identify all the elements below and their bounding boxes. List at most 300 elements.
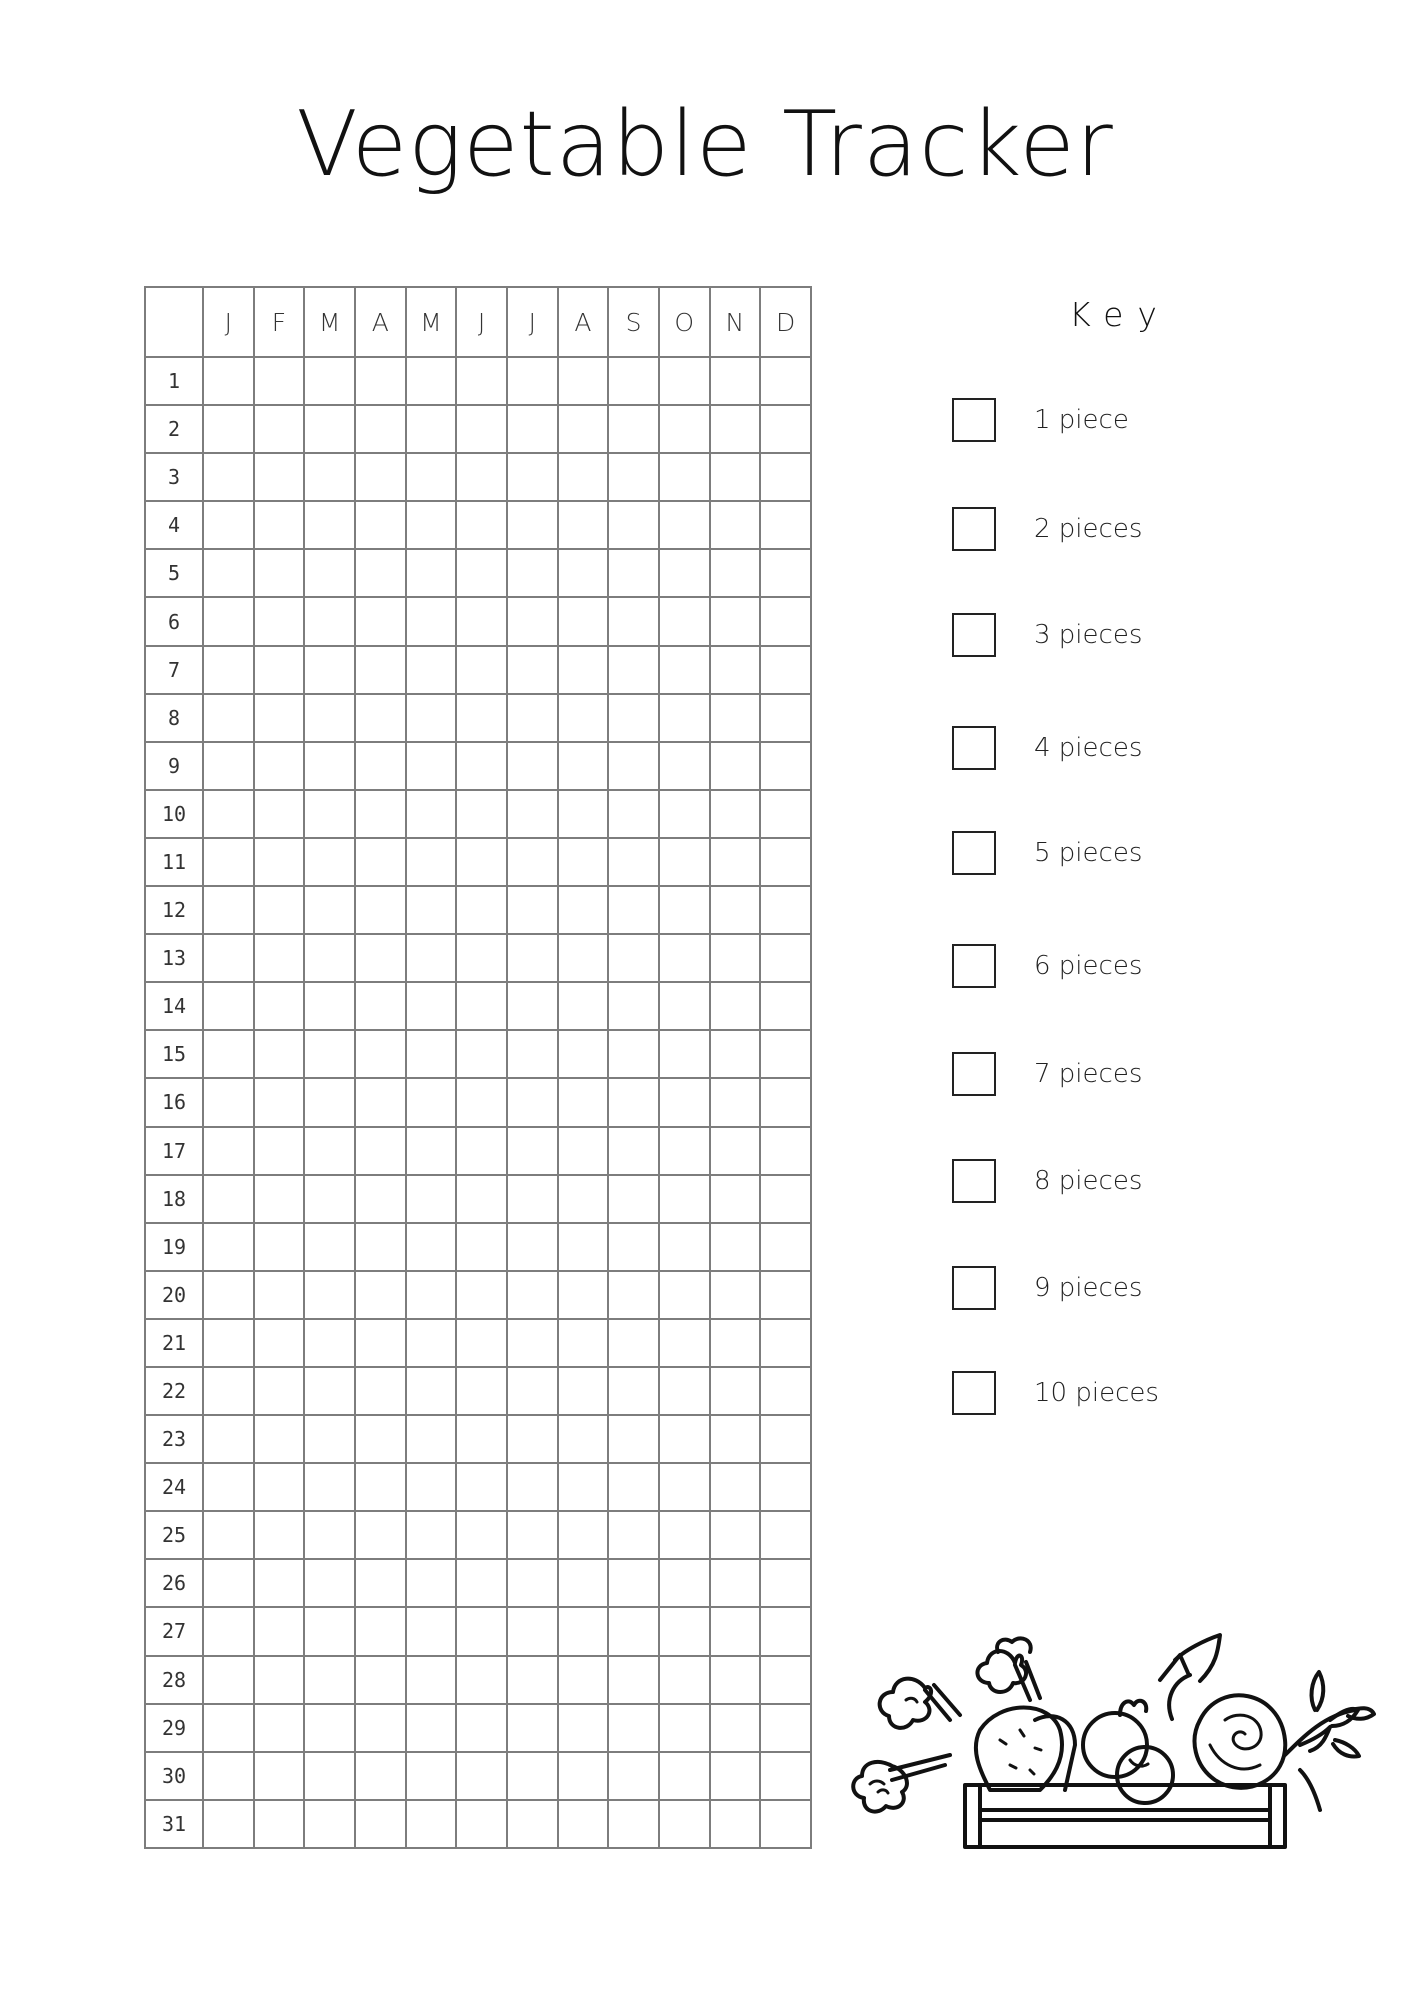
tracker-cell[interactable] <box>659 1415 710 1463</box>
tracker-cell[interactable] <box>456 1656 507 1704</box>
tracker-cell[interactable] <box>558 1656 609 1704</box>
tracker-cell[interactable] <box>304 790 355 838</box>
tracker-cell[interactable] <box>355 1511 406 1559</box>
tracker-cell[interactable] <box>558 1607 609 1655</box>
tracker-cell[interactable] <box>608 501 659 549</box>
tracker-cell[interactable] <box>558 1030 609 1078</box>
tracker-cell[interactable] <box>456 453 507 501</box>
tracker-cell[interactable] <box>710 1127 761 1175</box>
tracker-cell[interactable] <box>760 357 811 405</box>
tracker-cell[interactable] <box>203 453 254 501</box>
tracker-cell[interactable] <box>659 1078 710 1126</box>
tracker-cell[interactable] <box>355 1752 406 1800</box>
tracker-cell[interactable] <box>507 1367 558 1415</box>
tracker-cell[interactable] <box>608 742 659 790</box>
tracker-cell[interactable] <box>254 838 305 886</box>
tracker-cell[interactable] <box>710 1030 761 1078</box>
tracker-cell[interactable] <box>710 694 761 742</box>
tracker-cell[interactable] <box>203 934 254 982</box>
tracker-cell[interactable] <box>710 886 761 934</box>
tracker-cell[interactable] <box>254 1319 305 1367</box>
tracker-cell[interactable] <box>608 1607 659 1655</box>
tracker-cell[interactable] <box>406 405 457 453</box>
tracker-cell[interactable] <box>507 1752 558 1800</box>
tracker-cell[interactable] <box>507 1800 558 1848</box>
tracker-cell[interactable] <box>710 934 761 982</box>
tracker-cell[interactable] <box>760 1078 811 1126</box>
tracker-cell[interactable] <box>456 597 507 645</box>
tracker-cell[interactable] <box>760 1127 811 1175</box>
tracker-cell[interactable] <box>406 1752 457 1800</box>
tracker-cell[interactable] <box>254 597 305 645</box>
tracker-cell[interactable] <box>406 1319 457 1367</box>
tracker-cell[interactable] <box>710 405 761 453</box>
tracker-cell[interactable] <box>507 453 558 501</box>
tracker-cell[interactable] <box>203 1319 254 1367</box>
tracker-cell[interactable] <box>304 1607 355 1655</box>
tracker-cell[interactable] <box>558 838 609 886</box>
tracker-cell[interactable] <box>507 1223 558 1271</box>
tracker-cell[interactable] <box>355 1078 406 1126</box>
tracker-cell[interactable] <box>355 501 406 549</box>
key-checkbox[interactable] <box>952 1052 996 1096</box>
tracker-cell[interactable] <box>456 838 507 886</box>
tracker-cell[interactable] <box>355 1367 406 1415</box>
tracker-cell[interactable] <box>456 1319 507 1367</box>
tracker-cell[interactable] <box>507 1127 558 1175</box>
tracker-cell[interactable] <box>710 1271 761 1319</box>
tracker-cell[interactable] <box>254 1463 305 1511</box>
tracker-cell[interactable] <box>203 597 254 645</box>
tracker-cell[interactable] <box>203 1704 254 1752</box>
tracker-cell[interactable] <box>406 646 457 694</box>
tracker-cell[interactable] <box>608 838 659 886</box>
tracker-cell[interactable] <box>760 1463 811 1511</box>
tracker-cell[interactable] <box>659 549 710 597</box>
tracker-cell[interactable] <box>760 1223 811 1271</box>
tracker-cell[interactable] <box>760 1752 811 1800</box>
tracker-cell[interactable] <box>456 1030 507 1078</box>
tracker-cell[interactable] <box>710 357 761 405</box>
tracker-cell[interactable] <box>203 501 254 549</box>
tracker-cell[interactable] <box>406 357 457 405</box>
tracker-cell[interactable] <box>254 1078 305 1126</box>
tracker-cell[interactable] <box>406 838 457 886</box>
tracker-cell[interactable] <box>558 453 609 501</box>
tracker-cell[interactable] <box>254 1656 305 1704</box>
tracker-cell[interactable] <box>710 501 761 549</box>
tracker-cell[interactable] <box>254 549 305 597</box>
tracker-cell[interactable] <box>254 1607 305 1655</box>
tracker-cell[interactable] <box>304 501 355 549</box>
tracker-cell[interactable] <box>710 982 761 1030</box>
tracker-cell[interactable] <box>203 1511 254 1559</box>
tracker-cell[interactable] <box>304 1511 355 1559</box>
tracker-cell[interactable] <box>659 1271 710 1319</box>
tracker-cell[interactable] <box>304 1127 355 1175</box>
tracker-cell[interactable] <box>507 646 558 694</box>
tracker-cell[interactable] <box>355 1415 406 1463</box>
tracker-cell[interactable] <box>355 1607 406 1655</box>
tracker-cell[interactable] <box>203 694 254 742</box>
tracker-cell[interactable] <box>760 646 811 694</box>
tracker-cell[interactable] <box>507 1463 558 1511</box>
tracker-cell[interactable] <box>760 934 811 982</box>
tracker-cell[interactable] <box>203 405 254 453</box>
tracker-cell[interactable] <box>304 405 355 453</box>
tracker-cell[interactable] <box>760 694 811 742</box>
tracker-cell[interactable] <box>558 934 609 982</box>
tracker-cell[interactable] <box>760 1367 811 1415</box>
tracker-cell[interactable] <box>710 838 761 886</box>
tracker-cell[interactable] <box>304 694 355 742</box>
tracker-cell[interactable] <box>710 1367 761 1415</box>
tracker-cell[interactable] <box>456 405 507 453</box>
tracker-cell[interactable] <box>659 1030 710 1078</box>
tracker-cell[interactable] <box>355 646 406 694</box>
tracker-cell[interactable] <box>507 694 558 742</box>
tracker-cell[interactable] <box>456 934 507 982</box>
tracker-cell[interactable] <box>659 1511 710 1559</box>
tracker-cell[interactable] <box>659 838 710 886</box>
tracker-cell[interactable] <box>456 501 507 549</box>
tracker-cell[interactable] <box>355 1463 406 1511</box>
tracker-cell[interactable] <box>659 1127 710 1175</box>
tracker-cell[interactable] <box>304 549 355 597</box>
tracker-cell[interactable] <box>659 1319 710 1367</box>
tracker-cell[interactable] <box>507 1175 558 1223</box>
tracker-cell[interactable] <box>558 1463 609 1511</box>
tracker-cell[interactable] <box>507 597 558 645</box>
tracker-cell[interactable] <box>760 982 811 1030</box>
tracker-cell[interactable] <box>406 1127 457 1175</box>
tracker-cell[interactable] <box>254 405 305 453</box>
tracker-cell[interactable] <box>507 742 558 790</box>
tracker-cell[interactable] <box>304 1367 355 1415</box>
tracker-cell[interactable] <box>203 886 254 934</box>
tracker-cell[interactable] <box>406 1511 457 1559</box>
tracker-cell[interactable] <box>710 1223 761 1271</box>
tracker-cell[interactable] <box>456 1559 507 1607</box>
tracker-cell[interactable] <box>659 597 710 645</box>
tracker-cell[interactable] <box>659 1656 710 1704</box>
tracker-cell[interactable] <box>558 549 609 597</box>
tracker-cell[interactable] <box>456 790 507 838</box>
tracker-cell[interactable] <box>254 1223 305 1271</box>
tracker-cell[interactable] <box>608 1078 659 1126</box>
tracker-cell[interactable] <box>710 1559 761 1607</box>
tracker-cell[interactable] <box>659 1752 710 1800</box>
tracker-cell[interactable] <box>608 934 659 982</box>
tracker-cell[interactable] <box>659 742 710 790</box>
tracker-cell[interactable] <box>456 1078 507 1126</box>
tracker-cell[interactable] <box>507 790 558 838</box>
tracker-cell[interactable] <box>608 694 659 742</box>
tracker-cell[interactable] <box>507 1704 558 1752</box>
tracker-cell[interactable] <box>659 934 710 982</box>
tracker-cell[interactable] <box>304 1319 355 1367</box>
tracker-cell[interactable] <box>608 886 659 934</box>
tracker-cell[interactable] <box>507 1030 558 1078</box>
tracker-cell[interactable] <box>304 1559 355 1607</box>
tracker-cell[interactable] <box>608 1463 659 1511</box>
tracker-cell[interactable] <box>456 1463 507 1511</box>
tracker-cell[interactable] <box>608 1415 659 1463</box>
tracker-cell[interactable] <box>406 1463 457 1511</box>
tracker-cell[interactable] <box>760 1319 811 1367</box>
tracker-cell[interactable] <box>760 838 811 886</box>
tracker-cell[interactable] <box>659 501 710 549</box>
tracker-cell[interactable] <box>608 1175 659 1223</box>
tracker-cell[interactable] <box>355 1223 406 1271</box>
tracker-cell[interactable] <box>406 934 457 982</box>
tracker-cell[interactable] <box>760 405 811 453</box>
tracker-cell[interactable] <box>456 694 507 742</box>
tracker-cell[interactable] <box>304 1704 355 1752</box>
tracker-cell[interactable] <box>507 838 558 886</box>
tracker-cell[interactable] <box>203 1752 254 1800</box>
tracker-cell[interactable] <box>760 790 811 838</box>
tracker-cell[interactable] <box>304 1800 355 1848</box>
tracker-cell[interactable] <box>456 1415 507 1463</box>
tracker-cell[interactable] <box>659 1463 710 1511</box>
tracker-cell[interactable] <box>608 1030 659 1078</box>
tracker-cell[interactable] <box>203 838 254 886</box>
tracker-cell[interactable] <box>254 1511 305 1559</box>
tracker-cell[interactable] <box>355 886 406 934</box>
tracker-cell[interactable] <box>254 1030 305 1078</box>
key-checkbox[interactable] <box>952 1159 996 1203</box>
tracker-cell[interactable] <box>406 1367 457 1415</box>
tracker-cell[interactable] <box>254 357 305 405</box>
tracker-cell[interactable] <box>456 1271 507 1319</box>
tracker-cell[interactable] <box>203 1463 254 1511</box>
tracker-cell[interactable] <box>558 597 609 645</box>
tracker-cell[interactable] <box>355 1656 406 1704</box>
tracker-cell[interactable] <box>406 1271 457 1319</box>
tracker-cell[interactable] <box>304 1656 355 1704</box>
tracker-cell[interactable] <box>355 982 406 1030</box>
tracker-cell[interactable] <box>608 1704 659 1752</box>
tracker-cell[interactable] <box>406 790 457 838</box>
tracker-cell[interactable] <box>304 1463 355 1511</box>
tracker-cell[interactable] <box>203 1607 254 1655</box>
tracker-cell[interactable] <box>507 405 558 453</box>
tracker-cell[interactable] <box>254 694 305 742</box>
tracker-cell[interactable] <box>760 1415 811 1463</box>
tracker-cell[interactable] <box>304 1175 355 1223</box>
tracker-cell[interactable] <box>355 1175 406 1223</box>
tracker-cell[interactable] <box>608 1656 659 1704</box>
tracker-cell[interactable] <box>558 886 609 934</box>
tracker-cell[interactable] <box>608 982 659 1030</box>
tracker-cell[interactable] <box>558 1078 609 1126</box>
tracker-cell[interactable] <box>456 1223 507 1271</box>
tracker-cell[interactable] <box>608 1559 659 1607</box>
tracker-cell[interactable] <box>254 1175 305 1223</box>
tracker-cell[interactable] <box>254 982 305 1030</box>
tracker-cell[interactable] <box>710 1319 761 1367</box>
tracker-cell[interactable] <box>659 453 710 501</box>
tracker-cell[interactable] <box>558 1223 609 1271</box>
tracker-cell[interactable] <box>710 646 761 694</box>
tracker-cell[interactable] <box>406 742 457 790</box>
tracker-cell[interactable] <box>304 982 355 1030</box>
tracker-cell[interactable] <box>406 1030 457 1078</box>
tracker-cell[interactable] <box>254 1271 305 1319</box>
tracker-cell[interactable] <box>203 1223 254 1271</box>
tracker-cell[interactable] <box>659 1704 710 1752</box>
tracker-cell[interactable] <box>355 549 406 597</box>
tracker-cell[interactable] <box>659 646 710 694</box>
tracker-cell[interactable] <box>203 1175 254 1223</box>
tracker-cell[interactable] <box>558 357 609 405</box>
tracker-cell[interactable] <box>355 405 406 453</box>
tracker-cell[interactable] <box>710 790 761 838</box>
tracker-cell[interactable] <box>558 1175 609 1223</box>
tracker-cell[interactable] <box>507 982 558 1030</box>
tracker-cell[interactable] <box>406 1078 457 1126</box>
tracker-cell[interactable] <box>355 1271 406 1319</box>
tracker-cell[interactable] <box>304 1078 355 1126</box>
tracker-cell[interactable] <box>558 1127 609 1175</box>
tracker-cell[interactable] <box>659 1607 710 1655</box>
tracker-cell[interactable] <box>254 1800 305 1848</box>
tracker-cell[interactable] <box>710 1175 761 1223</box>
tracker-cell[interactable] <box>507 1656 558 1704</box>
tracker-cell[interactable] <box>304 838 355 886</box>
tracker-cell[interactable] <box>254 453 305 501</box>
tracker-cell[interactable] <box>659 405 710 453</box>
key-checkbox[interactable] <box>952 1371 996 1415</box>
tracker-cell[interactable] <box>760 1704 811 1752</box>
tracker-cell[interactable] <box>558 982 609 1030</box>
tracker-cell[interactable] <box>760 1175 811 1223</box>
key-checkbox[interactable] <box>952 944 996 988</box>
tracker-cell[interactable] <box>456 1367 507 1415</box>
tracker-cell[interactable] <box>558 742 609 790</box>
tracker-cell[interactable] <box>507 886 558 934</box>
tracker-cell[interactable] <box>203 1367 254 1415</box>
tracker-cell[interactable] <box>254 1415 305 1463</box>
tracker-cell[interactable] <box>760 1656 811 1704</box>
tracker-cell[interactable] <box>456 1175 507 1223</box>
tracker-cell[interactable] <box>558 1800 609 1848</box>
tracker-cell[interactable] <box>558 646 609 694</box>
tracker-cell[interactable] <box>406 1656 457 1704</box>
tracker-cell[interactable] <box>203 1078 254 1126</box>
tracker-cell[interactable] <box>659 1223 710 1271</box>
tracker-cell[interactable] <box>659 1175 710 1223</box>
tracker-cell[interactable] <box>659 886 710 934</box>
tracker-cell[interactable] <box>558 1319 609 1367</box>
tracker-cell[interactable] <box>406 549 457 597</box>
tracker-cell[interactable] <box>406 1223 457 1271</box>
tracker-cell[interactable] <box>304 1415 355 1463</box>
tracker-cell[interactable] <box>406 1800 457 1848</box>
tracker-cell[interactable] <box>304 1223 355 1271</box>
tracker-cell[interactable] <box>304 357 355 405</box>
tracker-cell[interactable] <box>456 1607 507 1655</box>
key-checkbox[interactable] <box>952 507 996 551</box>
tracker-cell[interactable] <box>254 742 305 790</box>
tracker-cell[interactable] <box>608 357 659 405</box>
tracker-cell[interactable] <box>254 501 305 549</box>
tracker-cell[interactable] <box>406 886 457 934</box>
tracker-cell[interactable] <box>710 1800 761 1848</box>
tracker-cell[interactable] <box>507 1559 558 1607</box>
tracker-cell[interactable] <box>304 886 355 934</box>
tracker-cell[interactable] <box>558 501 609 549</box>
tracker-cell[interactable] <box>710 1752 761 1800</box>
tracker-cell[interactable] <box>355 742 406 790</box>
tracker-cell[interactable] <box>558 694 609 742</box>
tracker-cell[interactable] <box>710 1463 761 1511</box>
tracker-cell[interactable] <box>760 1559 811 1607</box>
tracker-cell[interactable] <box>608 1319 659 1367</box>
tracker-cell[interactable] <box>406 982 457 1030</box>
tracker-cell[interactable] <box>456 357 507 405</box>
tracker-cell[interactable] <box>304 453 355 501</box>
tracker-cell[interactable] <box>608 790 659 838</box>
tracker-cell[interactable] <box>608 646 659 694</box>
tracker-cell[interactable] <box>355 357 406 405</box>
tracker-cell[interactable] <box>760 1030 811 1078</box>
tracker-cell[interactable] <box>254 790 305 838</box>
key-checkbox[interactable] <box>952 1266 996 1310</box>
tracker-cell[interactable] <box>304 646 355 694</box>
tracker-cell[interactable] <box>203 1656 254 1704</box>
tracker-cell[interactable] <box>355 1030 406 1078</box>
tracker-cell[interactable] <box>254 1367 305 1415</box>
tracker-cell[interactable] <box>304 597 355 645</box>
tracker-cell[interactable] <box>608 1127 659 1175</box>
tracker-cell[interactable] <box>456 1704 507 1752</box>
tracker-cell[interactable] <box>456 742 507 790</box>
tracker-cell[interactable] <box>203 742 254 790</box>
tracker-cell[interactable] <box>406 1175 457 1223</box>
tracker-cell[interactable] <box>507 1415 558 1463</box>
tracker-cell[interactable] <box>507 1271 558 1319</box>
tracker-cell[interactable] <box>355 1559 406 1607</box>
tracker-cell[interactable] <box>203 790 254 838</box>
tracker-cell[interactable] <box>507 934 558 982</box>
tracker-cell[interactable] <box>659 1367 710 1415</box>
tracker-cell[interactable] <box>456 1127 507 1175</box>
tracker-cell[interactable] <box>608 1800 659 1848</box>
tracker-cell[interactable] <box>659 790 710 838</box>
tracker-cell[interactable] <box>507 1607 558 1655</box>
tracker-cell[interactable] <box>456 1752 507 1800</box>
tracker-cell[interactable] <box>355 597 406 645</box>
tracker-cell[interactable] <box>203 1800 254 1848</box>
tracker-cell[interactable] <box>608 597 659 645</box>
tracker-cell[interactable] <box>355 453 406 501</box>
tracker-cell[interactable] <box>558 1271 609 1319</box>
tracker-cell[interactable] <box>203 1271 254 1319</box>
tracker-cell[interactable] <box>355 934 406 982</box>
tracker-cell[interactable] <box>659 1559 710 1607</box>
tracker-cell[interactable] <box>507 1319 558 1367</box>
tracker-cell[interactable] <box>507 501 558 549</box>
tracker-cell[interactable] <box>608 1271 659 1319</box>
tracker-cell[interactable] <box>456 982 507 1030</box>
tracker-cell[interactable] <box>760 501 811 549</box>
tracker-cell[interactable] <box>456 549 507 597</box>
tracker-cell[interactable] <box>710 549 761 597</box>
tracker-cell[interactable] <box>558 1559 609 1607</box>
tracker-cell[interactable] <box>203 1559 254 1607</box>
